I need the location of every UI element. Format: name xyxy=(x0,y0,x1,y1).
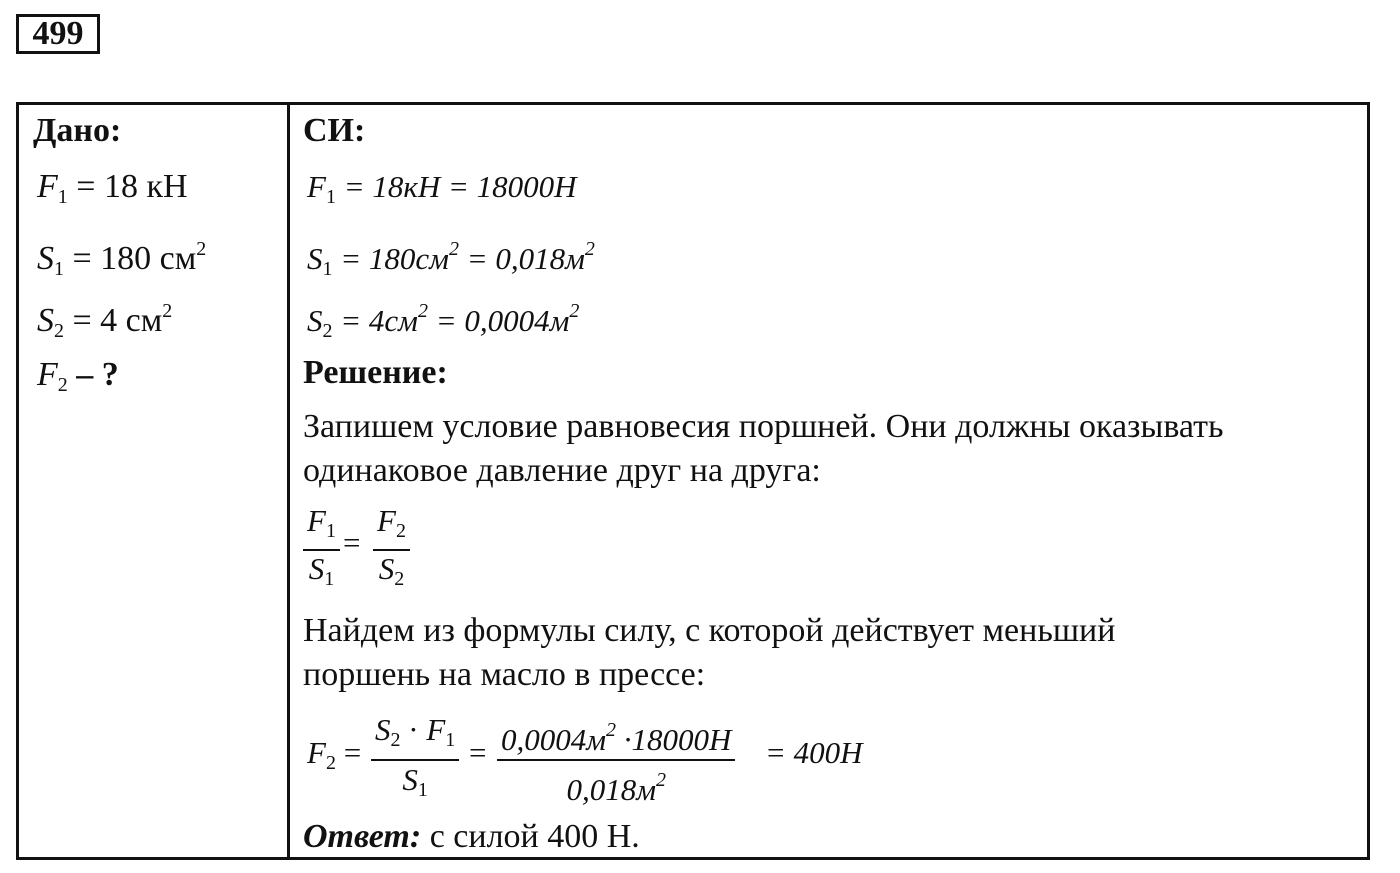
si-f1: $F_1 = 18кН = 18000Н$ xyxy=(307,169,577,208)
solution-table xyxy=(16,102,1370,860)
given-s2: $S_2 = 4$ $см^2$ xyxy=(37,300,173,342)
answer-label: Ответ: xyxy=(303,818,422,855)
si-s2: $S_2 = 4см^2 = 0,0004м^2$ xyxy=(307,300,580,342)
given-s1: $S_1 = 180$ $см^2$ xyxy=(37,238,207,280)
si-s1: $S_1 = 180см^2 = 0,018м^2$ xyxy=(307,238,595,280)
equation-2-fraction-2: $0,0004м^2 \cdot 18000Н$ $0,018м^2$ xyxy=(497,711,735,809)
column-divider xyxy=(287,105,290,857)
given-heading: Дано: xyxy=(33,112,122,149)
given-f1: $F_1 = 18$ кН xyxy=(37,168,188,208)
equation-2-lhs: $F_2$ = xyxy=(307,735,362,774)
si-heading: СИ: xyxy=(303,112,366,149)
solution-heading: Решение: xyxy=(303,354,448,391)
equation-1-left-fraction: $\frac{F_1}{S_1}$ xyxy=(303,503,340,597)
answer xyxy=(303,817,640,857)
solution-text-2b: поршень на масло в прессе: xyxy=(303,656,706,693)
solution-text-1a: Запишем условие равновесия поршней. Они должны оказывать xyxy=(303,408,1224,445)
given-f2: $F_2$ – ? xyxy=(37,356,119,396)
equation-1-right-fraction: $\frac{F_2}{S_2}$ xyxy=(373,503,410,597)
equation-2-fraction-1: $\frac{S_2 \cdot F_1}{S_1}$ xyxy=(371,711,459,809)
problem-number: 499 xyxy=(16,14,100,54)
solution-text-2a: Найдем из формулы силу, с которой действует меньший xyxy=(303,612,1116,649)
answer-text: с силой 400 Н. xyxy=(421,818,640,855)
equation-2-result: = 400Н xyxy=(765,735,863,770)
solution-text-1b: одинаковое давление друг на друга: xyxy=(303,452,821,489)
equation-1-equals: = xyxy=(343,525,361,560)
equation-2-equals: = xyxy=(469,735,487,770)
